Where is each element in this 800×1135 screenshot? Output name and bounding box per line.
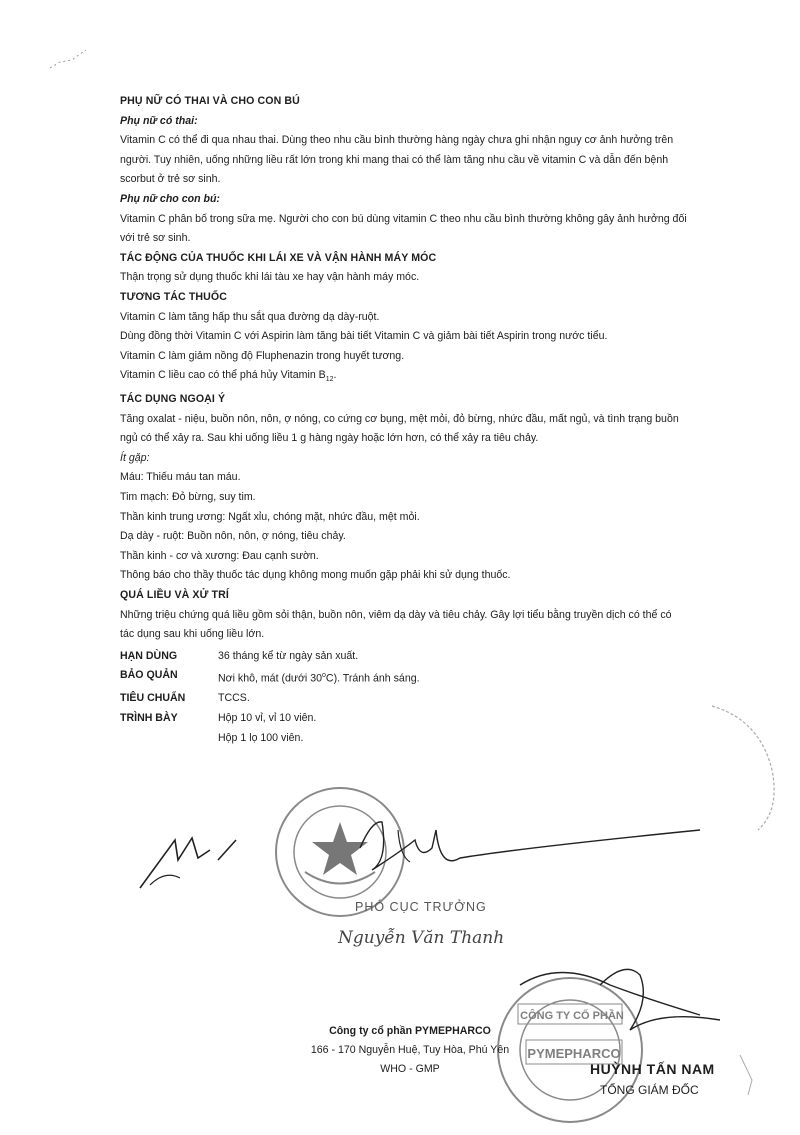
spec-value: Hộp 10 vỉ, vỉ 10 viên. <box>218 712 317 725</box>
spec-value: Hộp 1 lọ 100 viên. <box>218 731 304 744</box>
overdose-heading: QUÁ LIỀU VÀ XỬ TRÍ <box>120 588 229 601</box>
storage-text-end: C). Tránh ánh sáng. <box>325 672 420 685</box>
breastfeeding-text-line: với trẻ sơ sinh. <box>120 232 191 245</box>
company-block <box>270 1022 550 1079</box>
breastfeeding-subheading: Phụ nữ cho con bú: <box>120 192 220 205</box>
rare-effect-cardio: Tim mạch: Đỏ bừng, suy tim. <box>120 490 256 503</box>
interactions-heading: TƯƠNG TÁC THUỐC <box>120 290 228 303</box>
director-name: HUỲNH TẤN NAM <box>590 1061 715 1077</box>
storage-text: Nơi khô, mát (dưới 30 <box>218 672 323 685</box>
approval-signer-name: Nguyễn Văn Thanh <box>338 928 505 948</box>
overdose-line: tác dụng sau khi uống liều lớn. <box>120 628 265 641</box>
side-effects-line: ngủ có thể xảy ra. Sau khi uống liều 1 g hàng ngày hoặc lớn hơn, có thể xảy ra tiêu chảy. <box>120 432 539 445</box>
spec-value: TCCS. <box>218 692 250 705</box>
company-address: 166 - 170 Nguyễn Huệ, Tuy Hòa, Phú Yên <box>310 1044 510 1056</box>
rare-effect-blood: Máu: Thiếu máu tan máu. <box>120 471 241 484</box>
pregnant-text-line: scorbut ở trẻ sơ sinh. <box>120 173 221 186</box>
overdose-line: Những triệu chứng quá liều gồm sỏi thận, buồn nôn, viêm dạ dày và tiêu chảy. Gây lợi tiểu bằng truyền dịch có thể có <box>120 608 672 621</box>
interaction-line: Dùng đồng thời Vitamin C với Aspirin làm tăng bài tiết Vitamin C và giảm bài tiết Aspirin trong nước tiểu. <box>120 330 608 343</box>
spec-label: TIÊU CHUẨN <box>120 692 186 705</box>
spec-label: TRÌNH BÀY <box>120 712 178 725</box>
svg-text:CÔNG TY CỔ PHẦN: CÔNG TY CỔ PHẦN <box>520 1010 624 1022</box>
pregnant-subheading: Phụ nữ có thai: <box>120 114 198 127</box>
breastfeeding-text-line: Vitamin C phân bố trong sữa mẹ. Người cho con bú dùng vitamin C theo nhu cầu bình thường không gây ảnh hưởng đối <box>120 212 687 225</box>
b12-subscript: 12 <box>325 376 334 384</box>
side-effects-line: Tăng oxalat - niệu, buồn nôn, nôn, ợ nóng, co cứng cơ bụng, mệt mỏi, đỏ bừng, nhức đầu, mất ngủ, và tình trạng buồn <box>120 412 679 425</box>
pregnant-text-line: Vitamin C có thể đi qua nhau thai. Dùng theo nhu cầu bình thường hàng ngày chưa ghi nhận nguy cơ ảnh hưởng trên <box>120 134 674 147</box>
rare-effect-gi: Dạ dày - ruột: Buồn nôn, nôn, ợ nóng, tiêu chảy. <box>120 530 346 543</box>
driving-text: Thận trọng sử dụng thuốc khi lái tàu xe hay vận hành máy móc. <box>120 271 420 284</box>
spec-label: BẢO QUẢN <box>120 669 178 682</box>
svg-text:PYMEPHARCO: PYMEPHARCO <box>527 1046 621 1061</box>
interaction-b12-end: . <box>333 369 337 382</box>
interaction-line: Vitamin C làm tăng hấp thu sắt qua đường dạ dày-ruột. <box>120 310 380 323</box>
director-title: TỔNG GIÁM ĐỐC <box>600 1083 699 1097</box>
company-name: Công ty cổ phần PYMEPHARCO <box>329 1025 491 1037</box>
side-effects-notice: Thông báo cho thầy thuốc tác dụng không mong muốn gặp phải khi sử dụng thuốc. <box>120 569 511 582</box>
pregnant-text-line: người. Tuy nhiên, uống những liều rất lớn trong khi mang thai có thể làm tăng nhu cầu về vitamin C và dẫn đến bệnh <box>120 153 669 166</box>
approval-title: PHÓ CỤC TRƯỞNG <box>355 900 487 914</box>
driving-heading: TÁC ĐỘNG CỦA THUỐC KHI LÁI XE VÀ VẬN HÀNH MÁY MÓC <box>120 251 437 264</box>
interaction-b12-text: Vitamin C liều cao có thể phá hủy Vitamin B <box>120 369 326 382</box>
rare-subheading: Ít gặp: <box>120 451 150 464</box>
spec-value: 36 tháng kể từ ngày sản xuất. <box>218 649 359 662</box>
side-effects-heading: TÁC DỤNG NGOẠI Ý <box>120 393 226 406</box>
company-cert: WHO - GMP <box>380 1063 440 1075</box>
degree-sup: o <box>322 672 326 680</box>
pregnancy-heading: PHỤ NỮ CÓ THAI VÀ CHO CON BÚ <box>120 95 300 107</box>
rare-effect-musculo: Thần kinh - cơ và xương: Đau cạnh sườn. <box>120 549 319 562</box>
interaction-line: Vitamin C làm giảm nồng độ Fluphenazin trong huyết tương. <box>120 349 405 362</box>
rare-effect-cns: Thần kinh trung ương: Ngất xỉu, chóng mặt, nhức đầu, mệt mỏi. <box>120 510 420 523</box>
spec-label: HẠN DÙNG <box>120 649 178 662</box>
